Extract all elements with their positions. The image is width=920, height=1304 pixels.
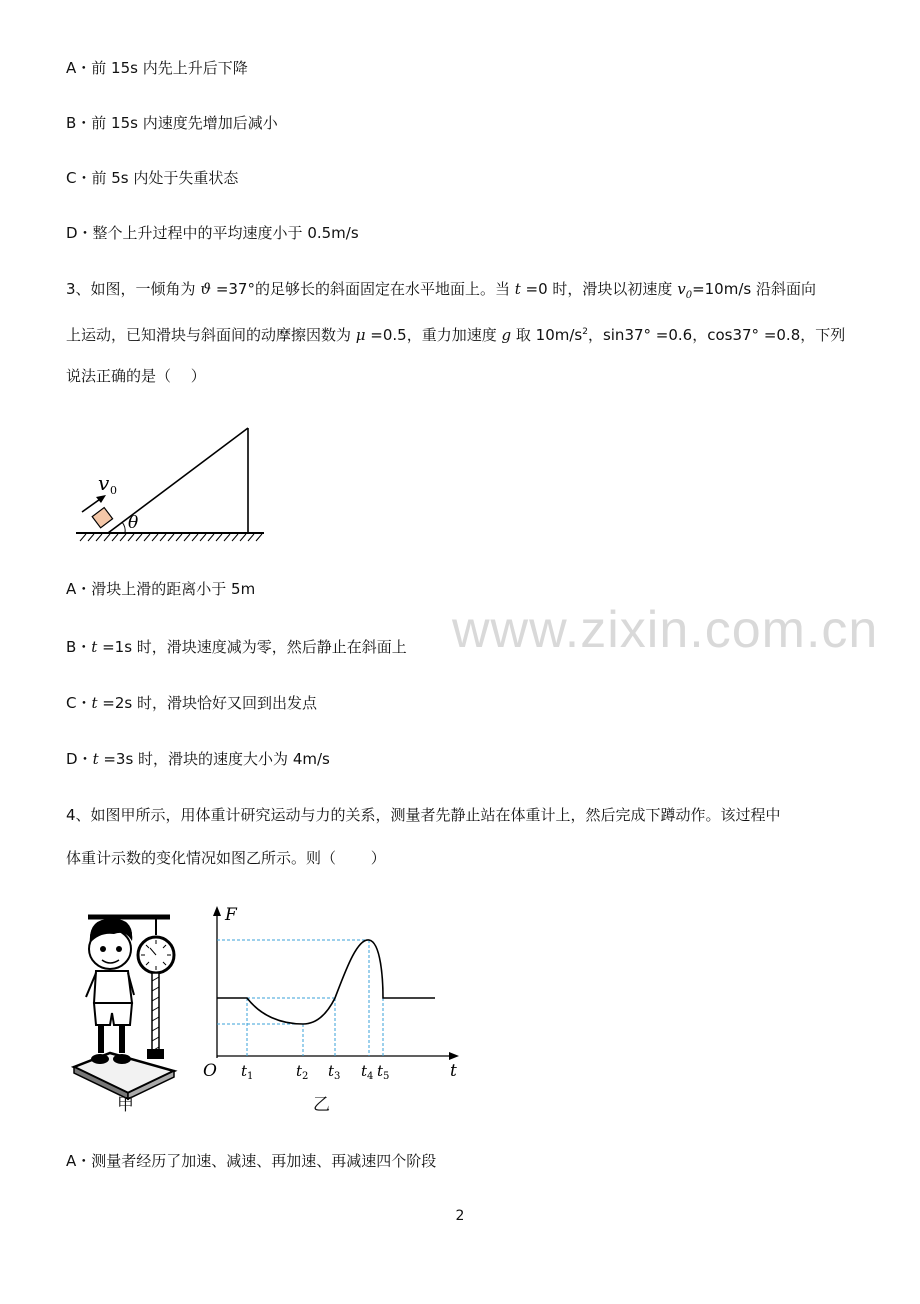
q2-option-b: B・前 15s 内速度先增加后减小 (66, 114, 278, 132)
label-theta: θ (128, 513, 139, 533)
label-v0: v (98, 471, 110, 495)
q2-option-c: C・前 5s 内处于失重状态 (66, 169, 239, 187)
q2-option-d: D・整个上升过程中的平均速度小于 0.5m/s (66, 224, 359, 242)
q3-option-d: D・t =3s 时，滑块的速度大小为 4m/s (66, 750, 330, 768)
watermark: www.zixin.com.cn (452, 601, 879, 659)
page-number: 2 (455, 1208, 465, 1224)
q3-option-c: C・t =2s 时，滑块恰好又回到出发点 (66, 694, 317, 712)
q4-option-a: A・测量者经历了加速、减速、再加速、再减速四个阶段 (66, 1152, 437, 1170)
axis-label-t: t (450, 1061, 457, 1081)
label-v0-sub: 0 (110, 484, 117, 497)
tick-t1: $t_1$ (241, 1062, 254, 1082)
q3-stem-line2: 上运动，已知滑块与斜面间的动摩擦因数为 μ =0.5，重力加速度 g 取 $10m/s^2$，sin37° =0.6，cos37° =0.8，下列 (66, 326, 846, 344)
q4-stem-line2: 体重计示数的变化情况如图乙所示。则（ ） (66, 849, 386, 867)
caption-yi: 乙 (313, 1095, 330, 1115)
tick-t4: $t_4$ (361, 1062, 374, 1082)
tick-t5: $t_5$ (377, 1062, 390, 1082)
tick-t3: $t_3$ (328, 1062, 341, 1082)
q3-option-a: A・滑块上滑的距离小于 5m (66, 580, 256, 598)
axis-label-f: F (225, 905, 237, 925)
q2-option-a: A・前 15s 内先上升后下降 (66, 59, 248, 77)
q3-stem-line3: 说法正确的是（ ） (66, 367, 206, 385)
q3-option-b: B・t =1s 时，滑块速度减为零，然后静止在斜面上 (66, 638, 407, 656)
force-time-graph (195, 900, 475, 1085)
q4-stem-line1: 4、如图甲所示，用体重计研究运动与力的关系，测量者先静止站在体重计上，然后完成下蹲动作。该过程中 (66, 806, 781, 824)
scale-person-figure (70, 905, 190, 1120)
slider-block (92, 508, 112, 528)
incline-figure (70, 420, 270, 545)
q3-stem-line1: 3、如图，一倾角为 ϑ =37°的足够长的斜面固定在水平地面上。当 t =0 时，滑块以初速度 $v_0=10m/s$ 沿斜面向 (66, 280, 816, 301)
tick-t2: $t_2$ (296, 1062, 309, 1082)
caption-jia: 甲 (117, 1095, 134, 1115)
force-curve (217, 940, 435, 1024)
origin-label: O (203, 1061, 217, 1081)
